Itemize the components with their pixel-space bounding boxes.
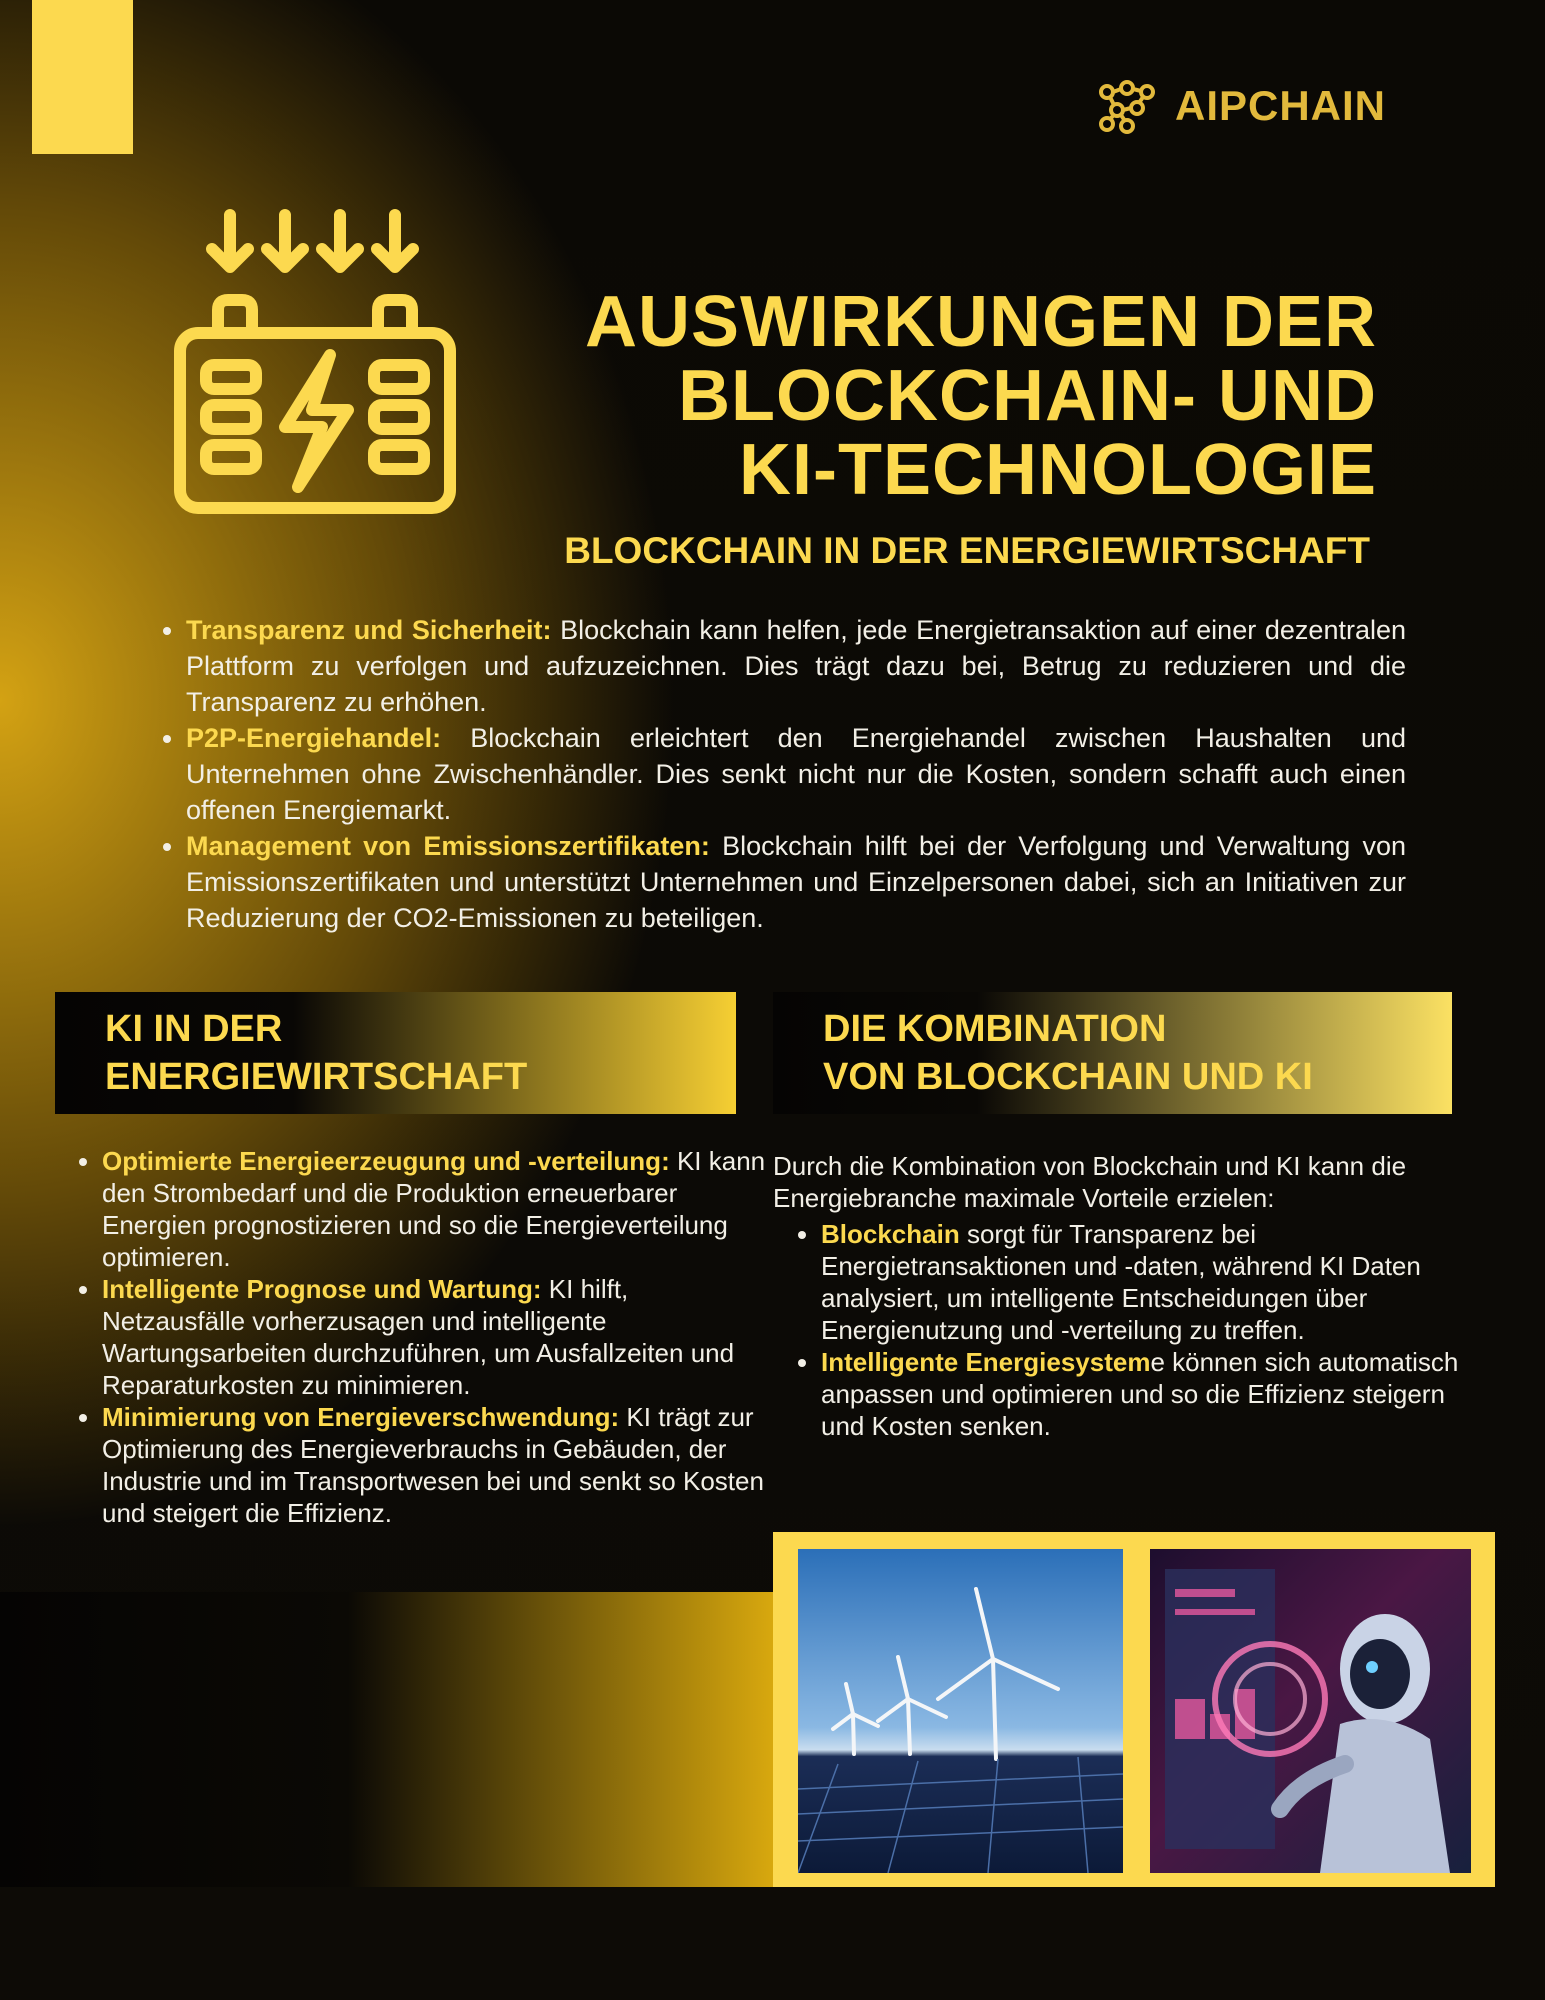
item-term: P2P-Energiehandel: <box>186 723 442 753</box>
battery-charging-icon <box>170 205 460 525</box>
title-line: BLOCKCHAIN- UND <box>678 356 1377 436</box>
banner-title <box>823 1005 1313 1101</box>
item-text: Blockchain hilft bei der Verfolgung und Verwaltung von Emissionszertifikaten und unterstützt Unternehmen und Einzelpersonen dabei, sich an Initiativen zur Reduzierung der CO2-Emissionen zu beteiligen. <box>186 831 1407 933</box>
combo-list <box>773 1218 1463 1442</box>
title-line: KI-TECHNOLOGIE <box>739 430 1377 510</box>
list-item <box>102 1401 772 1529</box>
item-term: Blockchain <box>821 1219 960 1249</box>
item-term: Intelligente Energiesystem <box>821 1347 1151 1377</box>
item-text: KI hilft, Netzausfälle vorherzusagen und intelligente Wartungsarbeiten durchzuführen, um Ausfallzeiten und Reparaturkosten zu minimieren. <box>102 1274 735 1400</box>
item-text: Blockchain erleichtert den Energiehandel zwischen Haushalten und Unternehmen ohne Zwischenhändler. Dies senkt nicht nur die Kosten, sondern schafft auch einen offenen Energiemarkt. <box>186 723 1406 825</box>
photo-frame <box>773 1532 1495 1887</box>
item-text: sorgt für Transparenz bei Energietransaktionen und -daten, während KI Daten analysiert, um intelligente Entscheidungen über Energienutzung und -verteilung zu treffen. <box>821 1219 1421 1345</box>
item-text: Blockchain kann helfen, jede Energietransaktion auf einer dezentralen Plattform zu verfolgen und aufzuzeichnen. Dies trägt dazu bei, Betrug zu reduzieren und die Transparenz zu erhöhen. <box>186 615 1406 717</box>
banner-title-line: ENERGIEWIRTSCHAFT <box>105 1056 528 1098</box>
list-item <box>821 1346 1463 1442</box>
item-term: Transparenz und Sicherheit: <box>186 615 552 645</box>
brand-name: AIPCHAIN <box>1175 82 1387 129</box>
chain-hexagon-icon <box>1093 78 1163 134</box>
combo-section-banner <box>773 992 1452 1114</box>
item-term: Intelligente Prognose und Wartung: <box>102 1274 542 1304</box>
combo-intro: Durch die Kombination von Blockchain und KI kann die Energiebranche maximale Vorteile erzielen: <box>773 1151 1407 1213</box>
ki-list <box>66 1145 772 1529</box>
banner-title-line: KI IN DER <box>105 1008 283 1050</box>
item-term: Optimierte Energieerzeugung und -verteilung: <box>102 1146 670 1176</box>
list-item <box>821 1218 1463 1346</box>
list-item <box>186 612 1406 720</box>
list-item <box>102 1145 772 1273</box>
banner-title-line: DIE KOMBINATION <box>823 1008 1167 1050</box>
list-item <box>186 720 1406 828</box>
item-text: KI trägt zur Optimierung des Energieverbrauchs in Gebäuden, der Industrie und im Transportwesen bei und senkt so Kosten und steigert die Effizienz. <box>102 1402 764 1528</box>
corner-tab <box>32 0 133 154</box>
robot-illustration <box>1150 1549 1471 1873</box>
wind-turbine-illustration <box>798 1549 1123 1873</box>
item-text: e können sich automatisch anpassen und optimieren und so die Effizienz steigern und Kosten senken. <box>821 1347 1459 1441</box>
blockchain-list <box>150 612 1406 936</box>
ki-section-banner <box>55 992 736 1114</box>
list-item <box>102 1273 772 1401</box>
robot-interface-photo <box>1150 1549 1471 1873</box>
item-term: Minimierung von Energieverschwendung: <box>102 1402 620 1432</box>
title-line: AUSWIRKUNGEN DER <box>584 282 1377 362</box>
banner-title <box>105 1005 527 1101</box>
list-item <box>186 828 1406 936</box>
item-term: Management von Emissionszertifikaten: <box>186 831 710 861</box>
decorative-band <box>0 1592 773 1887</box>
combo-content <box>773 1150 1463 1442</box>
section-subtitle: BLOCKCHAIN IN DER ENERGIEWIRTSCHAFT <box>564 530 1370 571</box>
item-text: KI kann den Strombedarf und die Produktion erneuerbarer Energien prognostizieren und so die Energieverteilung optimieren. <box>102 1146 766 1272</box>
banner-title-line: VON BLOCKCHAIN UND KI <box>823 1056 1313 1098</box>
brand-logo <box>1093 78 1386 134</box>
wind-solar-photo <box>798 1549 1123 1873</box>
page-title <box>584 282 1377 510</box>
